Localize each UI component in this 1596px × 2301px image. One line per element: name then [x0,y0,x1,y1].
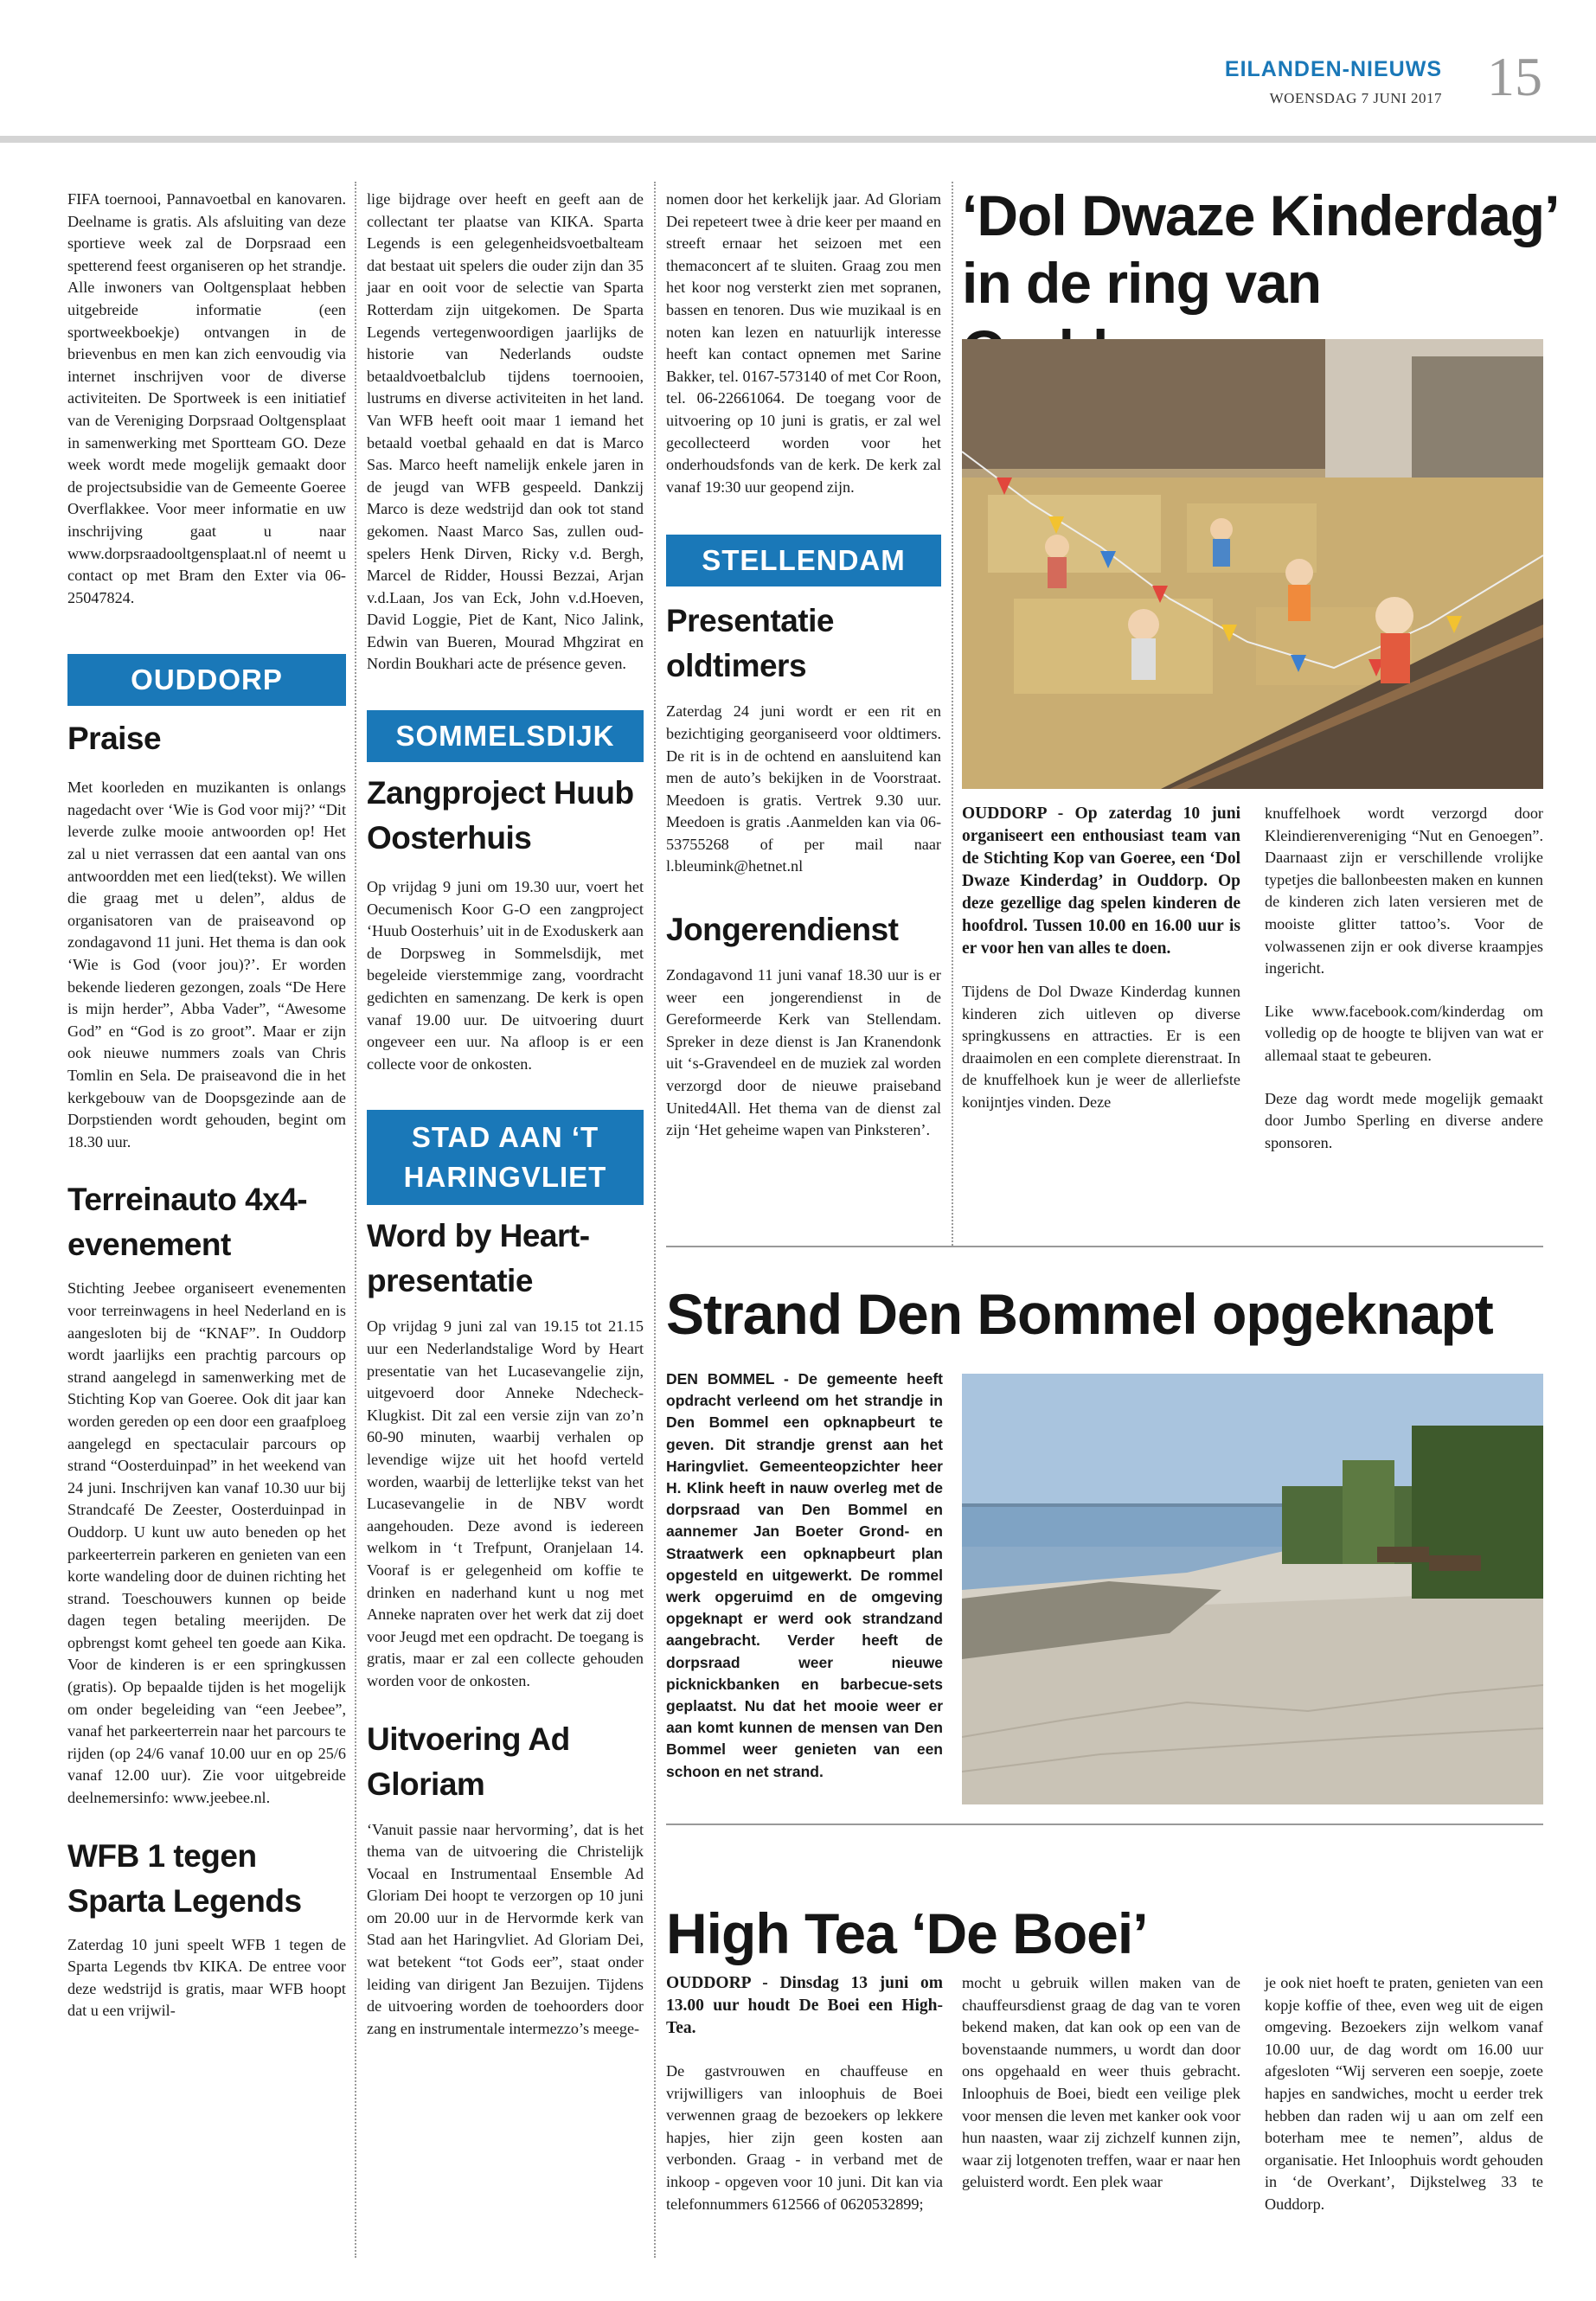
headline-jongerendienst: Jongerendienst [666,912,899,948]
headline-kinderdag: ‘Dol Dwaze Kinderdag’ in de ring van [962,183,1556,315]
intro-article-text: FIFA toernooi, Pannavoetbal en kanovaren. Deelname is gratis. Als afsluiting van deze sportieve week zal de Dorpsraad een spetterend feest organiseren op het strandje. Alle inwoners van Ooltgensplaat hebben uitgebreide informatie (een sportweekboekje) ontvangen in de brievenbus en men kan zich eenvoudig via internet inschrijven voor de diverse activiteiten. De Sportweek is een initiatief van de Vereniging Dorpsraad Ooltgensplaat in samenwerking met Sportteam GO. Deze week wordt mede mogelijk gemaakt door de projectsubsidie van de Gemeente Goeree Overflakkee. Voor meer informatie en uw inschrijving gaat u naar www.dorpsraadooltgensplaat.nl of neemt u contact op met Bram den Exter via 06-25047824. [67,190,346,606]
high-tea-column-1 [666,1972,943,2215]
column-divider-3 [952,182,953,1246]
kinderdag-column-left [962,803,1240,1114]
header-divider [0,136,1596,143]
headline-word-by-heart: Word by Heart-presentatie [367,1218,590,1299]
kinderdag-illustration [962,339,1543,789]
section-tag-stad-aan-t-haringvliet: STAD AAN ‘T HARINGVLIET [367,1110,644,1205]
kinderdag-photo [962,339,1543,789]
headline-presentatie-oldtimers: Presentatie oldtimers [666,603,834,684]
article-word-by-heart-body: Op vrijdag 9 juni zal van 19.15 tot 21.15 uur een Nederlandstalige Word by Heart presentatie van het Lucasevangelie zijn, uitgevoerd door Anneke Ndecheck-Klugkist. Dit zal een versie zijn van zo’n 60-90 minuten, waarbij verhalen op levendige wijze uit het hoofd verteld worden, waarbij de letterlijke tekst van het Lucasevangelie in de NBV wordt aangehouden. Deze avond is iedereen welkom in ‘t Trefpunt, Oranjelaan 14. Vooraf is er gelegenheid om koffie te drinken en naderhand kunt u nog met Anneke napraten over het werk dat zij doet voor Jeugd met een opdracht. De toegang is gratis, maar er zal een collecte gehouden worden voor de onkosten. [367,1317,644,1689]
section-tag-sommelsdijk: SOMMELSDIJK [367,710,644,762]
high-tea-column-2 [962,1972,1240,2194]
article-uitvoering-body: ‘Vanuit passie naar hervorming’, dat is het thema van de uitvoering die Christelijk Vocaal en Instrumentaal Ensemble Ad Gloriam Dei hoopt te verzorgen op 10 juni om 20.00 uur in de Hervormde kerk van Stad aan het Haringvliet. Ad Gloriam Dei, wat betekent “tot Gods eer”, staat onder leiding van dirigent Jan Bezuijen. Tijdens de uitvoering worden de toehoorders door zang en instrumentale intermezzo’s meege- [367,1820,644,2037]
column-1 [67,189,346,2022]
article-jongerendienst-body: Zondagavond 11 juni vanaf 18.30 uur is er weer een jongerendienst in de Gereformeerde Kerk van Stellendam. Spreker in deze dienst is Jan Kranendonk uit ‘s-Gravendeel en de muziek zal worden verzorgd door de nieuwe praiseband United4All. Het thema van de dienst zal zijn ‘Het geheime wapen van Pinksteren’. [666,966,941,1139]
kinderdag-body-right-2: Like www.facebook.com/kinderdag om volledig op de hoogte te blijven van wat er allemaal staat te gebeuren. [1265,1002,1543,1064]
article-terreinauto-body: Stichting Jeebee organiseert evenementen voor terreinwagens in heel Nederland en is aangesloten bij de “KNAF”. In Ouddorp wordt jaarlijks een prachtig parcours op strand aangelegd in samenwerking met de Stichting Kop van Goeree. Ook dit jaar kan worden gereden op een door een graafploeg aangelegd en spectaculair parcours op strand “Oosterduinpad” in het weekend van 24 juni. Inschrijven kan vanaf 10.30 uur bij Strandcafé De Zeester, Oosterduinpad in Ouddorp. U kunt uw auto beneden op het parkeerterrein parkeren en genieten van een korte wandeling door de duinen richting het strand. Toeschouwers kunnen op beide dagen tegen betaling meerijden. De opbrengst komt geheel ten goede aan Kika. Voor de kinderen is er een springkussen (gratis). Op bepaalde tijden is het mogelijk om onder begeleiding van “een Jeebee”, vanaf het parkeerterrein naar het parcours te rijden (op 24/6 vanaf 10.00 uur en op 25/6 vanaf 12.00 uur). Zie voor uitgebreide deelnemersinfo: www.jeebee.nl. [67,1279,346,1807]
kinderdag-column-right [1265,803,1543,1154]
article-wfb-body: Zaterdag 10 juni speelt WFB 1 tegen de Sparta Legends tbv KIKA. De entree voor deze wedstrijd is gratis, maar WFB hoopt dat u een vrijwil- [67,1935,346,2020]
den-bommel-column [666,1368,943,1783]
article-praise-body: Met koorleden en muzikanten is onlangs nagedacht over ‘Wie is God voor mij?’ “Dit leverde zulke mooie antwoorden op! Het zal u niet verrassen dat een aantal van ons antwoordden met een lied(tekst). We willen die graag met u delen”, aldus de organisatoren van de praiseavond op zondagavond 11 juni. Het thema is dan ook ‘Wie is God (voor jou)?’. Er worden bekende liederen gezongen, zoals “De Here is mijn herder”, Abba Vader”, “Awesome God” en “God is zo groot”. Maar er zijn ook nieuwe nummers zoals van Chris Tomlin en Sela. De praiseavond die in het kerkgebouw van de Doopsgezinde aan de Dorpstienden wordt gehouden, begint om 18.30 uur. [67,779,346,1150]
article-uitvoering-continued: nomen door het kerkelijk jaar. Ad Gloriam Dei repeteert twee à drie keer per maand en streeft ernaar het seizoen met een themaconcert af te sluiten. Graag zou men het koor nog versterkt zien met sopranen, bassen en tenoren. Dus wie muzikaal is en noten kan lezen en natuurlijk interesse heeft kan contact opnemen met Sarine Bakker, tel. 0167-573140 of met Cor Roon, tel. 06-22661064. De toegang voor de uitvoering op 10 juni is gratis, er zal wel gecollecteerd worden voor het onderhoudsfonds van de kerk. De kerk zal vanaf 19:30 uur geopend zijn. [666,190,941,496]
article-zangproject-body: Op vrijdag 9 juni om 19.30 uur, voert het Oecumenisch Koor G-O een zangproject ‘Huub Oosterhuis’ uit in de Exoduskerk aan de Dorpsweg in Sommelsdijk, met begeleide vierstemmige zang, voordracht gedichten en samenzang. De kerk is open vanaf 19.00 uur. De uitvoering duurt ongeveer een uur. Na afloop is er een collecte voor de onkosten. [367,878,644,1073]
column-3 [666,189,941,1142]
high-tea-column-3 [1265,1972,1543,2216]
issue-date: WOENSDAG 7 JUNI 2017 [1269,90,1442,106]
section-divider-1 [666,1246,1543,1247]
headline-praise: Praise [67,721,162,757]
kinderdag-body-right-3: Deze dag wordt mede mogelijk gemaakt door Jumbo Sperling en diverse andere sponsoren. [1265,1089,1543,1151]
section-tag-ouddorp: OUDDORP [67,654,346,706]
den-bommel-body: DEN BOMMEL - De gemeente heeft opdracht verleend om het strandje in Den Bommel een opknapbeurt te geven. Dit strandje grenst aan het Haringvliet. Gemeenteopzichter heer H. Klink heeft in nauw overleg met de dorpsraad van Den Bommel en aannemer Jan Boeter Grond- en Straatwerk een opknapbeurt plan opgesteld en uitgewerkt. De rommel werk opgeruimd en de omgeving opgeknapt er werd ook strandzand aangebracht. Verder heeft de dorpsraad weer nieuwe picknickbanken en barbecue-sets geplaatst. Nu dat het mooie weer er aan komt kunnen de mensen van Den Bommel weer genieten van een schoon en net strand. [666,1370,943,1780]
beach-illustration [962,1374,1543,1804]
column-divider-2 [654,182,656,2258]
section-divider-2 [666,1823,1543,1825]
kinderdag-lead: OUDDORP - Op zaterdag 10 juni organiseert een enthousiast team van de Stichting Kop van Goeree, een ‘Dol Dwaze Kinderdag’ in Ouddorp. Op deze gezellige dag spelen kinderen de hoofdrol. Tussen 10.00 en 16.00 uur is er voor hen van alles te doen. [962,804,1240,958]
page-header [0,0,1596,143]
den-bommel-photo [962,1374,1543,1804]
high-tea-body-2: mocht u gebruik willen maken van de chauffeursdienst graag de dag van te voren bekend maken, dat kan ook op een van de bovenstaande nummers, u wordt dan door ons opgehaald en weer thuis gebracht. Inloophuis de Boei, biedt een veilige plek voor mensen die leven met kanker ook voor hun naasten, waar zij zichzelf kunnen zijn, waar zij lotgenoten treffen, waar er naar hen geluisterd wordt. Een plek waar [962,1974,1240,2191]
column-2 [367,189,644,2040]
headline-den-bommel: Strand Den Bommel opgeknapt [666,1282,1493,1346]
kinderdag-body-left: Tijdens de Dol Dwaze Kinderdag kunnen kinderen zich uitleven op diverse springkussens en attracties. Er is een draaimolen en een complete dierenstraat. In de knuffelhoek kun je weer de allerliefste konijntjes vinden. Deze [962,983,1240,1111]
headline-wfb: WFB 1 tegen Sparta Legends [67,1837,302,1919]
headline-uitvoering: Uitvoering Ad Gloriam [367,1721,570,1802]
newspaper-brand: EILANDEN-NIEUWS [1224,57,1442,81]
kinderdag-body-right-1: knuffelhoek wordt verzorgd door Kleindierenvereniging “Nut en Genoegen”. Daarnaast zijn er verschillende vrolijke typetjes die ballonbeesten maken en kunnen de kinderen zich laten versieren met de mooiste glitter tattoo’s. Voor de volwassenen zijn er ook diverse kraampjes ingericht. [1265,804,1543,977]
headline-high-tea: High Tea ‘De Boei’ [666,1901,1148,1965]
high-tea-body-1: De gastvrouwen en chauffeuse en vrijwilligers van inloophuis de Boei verwennen graag de bezoekers op lekkere hapjes, hier zijn geen kosten aan verbonden. Graag - in verband met de inkoop - opgeven voor 10 juni. Dit kan via telefonnummers 612566 of 0620532899; [666,2062,943,2213]
headline-terreinauto: Terreinauto 4x4-evenement [67,1182,308,1263]
article-wfb-continued: lige bijdrage over heeft en geeft aan de collectant ter plaatse van KIKA. Sparta Legends is een gelegenheidsvoetbalteam dat bestaat uit spelers die ouder zijn dan 35 jaar en ooit voor de selectie van Sparta Rotterdam zijn uitgekomen. De Sparta Legends vertegenwoordigen jaarlijks de historie van Nederlands oudste betaaldvoetbalclub tijdens toernooien, lustrums en diverse activiteiten in het land. Van WFB heeft ooit maar 1 iemand het betaald voetbal gehaald en dat is Marco Sas. Marco heeft namelijk enkele jaren in de jeugd van WFB gespeeld. Dankzij Marco is deze wedstrijd dan ook tot stand gekomen. Naast Marco Sas, zullen oud-spelers Henk Dirven, Ricky v.d. Bergh, Marcel de Ridder, Houssi Bezzai, Arjan v.d.Laan, Jos van Eck, John v.d.Hoeven, David Loggie, Piet de Kant, Nico Jalink, Edwin van Bueren, Mourad Mhgzirat en Nordin Boukhari acte de présence geven. [367,190,644,673]
page-number: 15 [1487,46,1542,107]
column-divider-1 [355,182,356,2258]
high-tea-lead: OUDDORP - Dinsdag 13 juni om 13.00 uur houdt De Boei een High-Tea. [666,1974,943,2037]
section-tag-stellendam: STELLENDAM [666,535,941,586]
headline-zangproject: Zangproject Huub Oosterhuis [367,775,634,856]
high-tea-body-3: je ook niet hoeft te praten, genieten van een kopje koffie of thee, even weg uit de eigen omgeving. Bezoekers zijn welkom vanaf 10.00 uur, de dag wordt om 16.00 uur afgesloten “Wij serveren een soepje, zoete hapjes en sandwiches, mocht u eerder trek hebben dan raden wij u aan om zelf een boterham mee te nemen”, aldus de organisatie. Het Inloophuis wordt gehouden in ‘de Overkant’, Dijkstelweg 33 te Ouddorp. [1265,1974,1543,2213]
article-presentatie-body: Zaterdag 24 juni wordt er een rit en bezichtiging georganiseerd voor oldtimers. De rit is in de ochtend en aansluitend kan men de auto’s bekijken in de Voorstraat. Meedoen is gratis. Vertrek 9.30 uur. Meedoen is gratis .Aanmelden kan via 06-53755268 of per mail naar l.bleumink@hetnet.nl [666,702,941,875]
